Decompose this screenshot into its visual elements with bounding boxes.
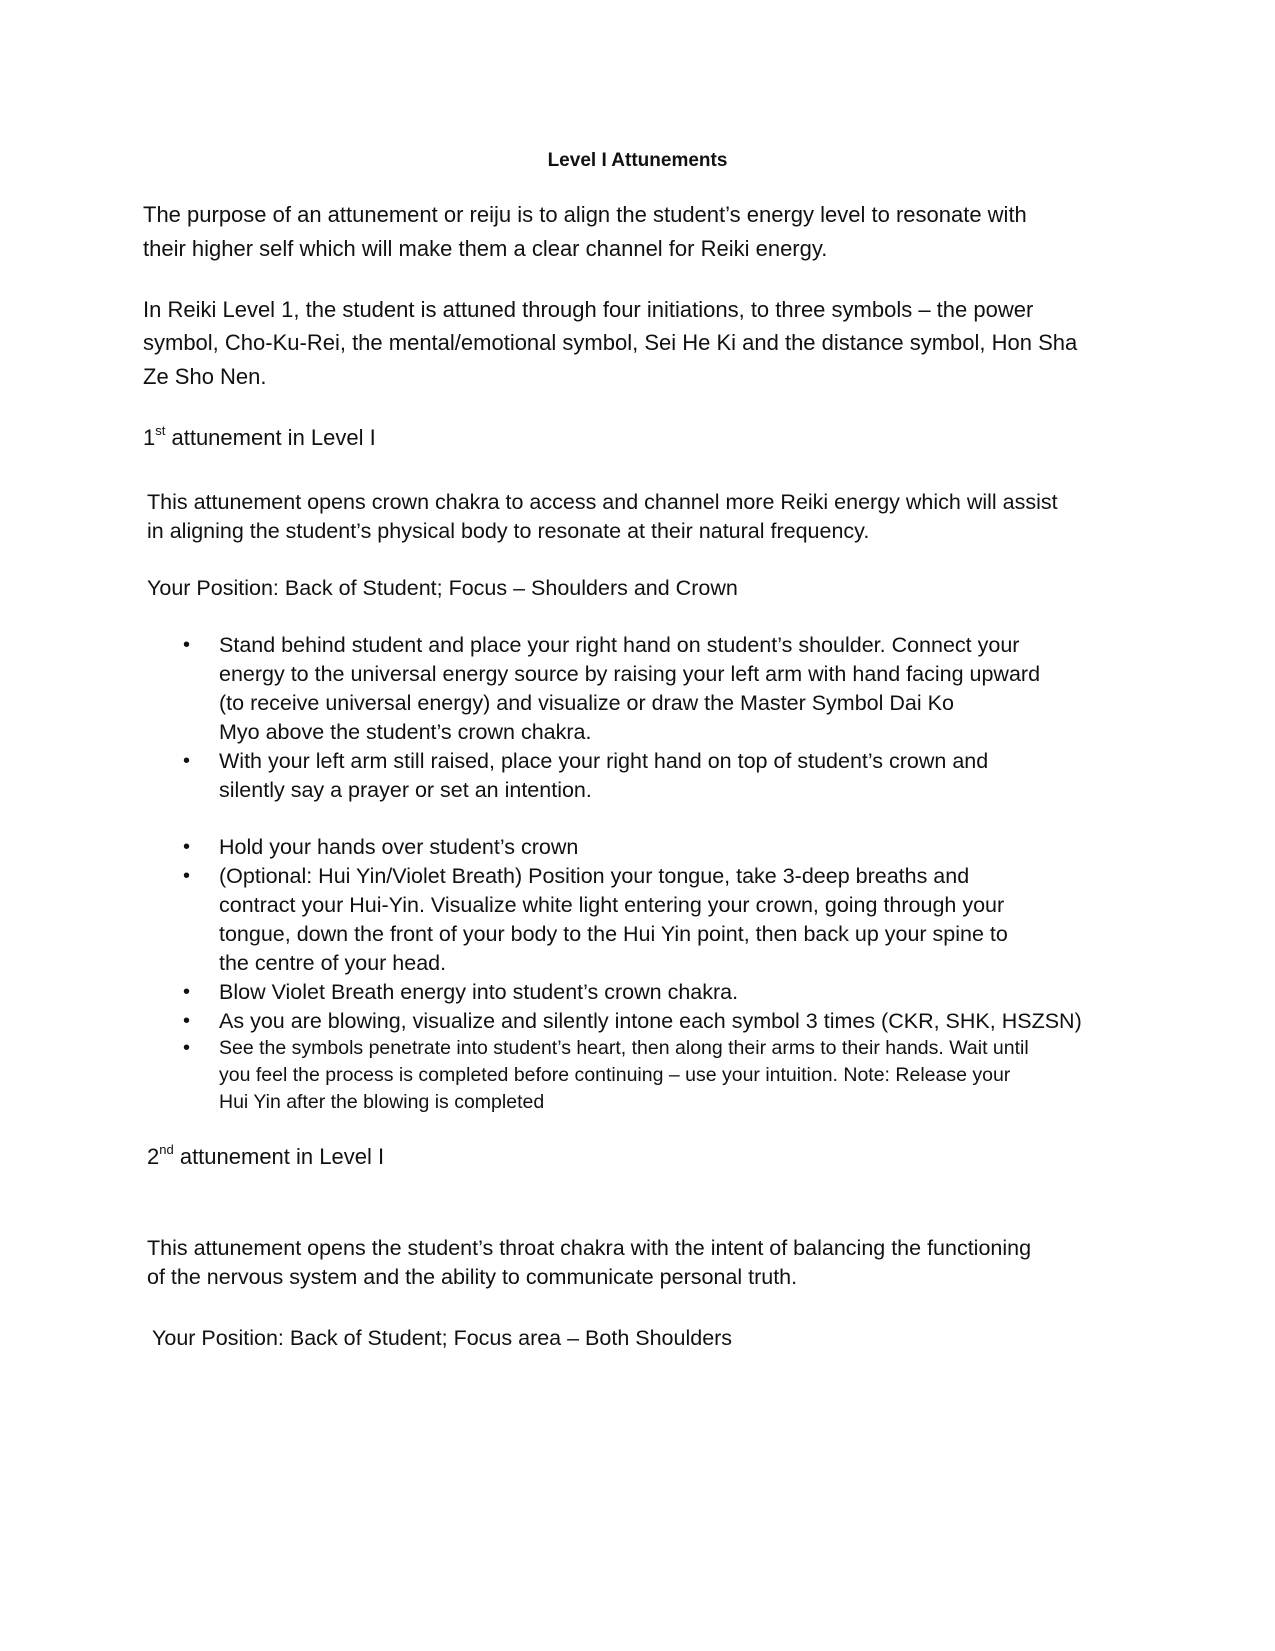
section-2-heading-sup: nd <box>159 1141 174 1157</box>
bullet-icon: • <box>183 750 191 772</box>
bullet-1-line-2: energy to the universal energy source by raising your left arm with hand facing upward <box>219 662 1041 686</box>
bullet-4-line-1: (Optional: Hui Yin/Violet Breath) Position your tongue, take 3-deep breaths and <box>219 864 970 888</box>
bullet-icon: • <box>183 1037 191 1059</box>
intro-paragraph-2-line-1: In Reiki Level 1, the student is attuned through four initiations, to three symbols – the power <box>143 297 1034 322</box>
list-item <box>183 630 1020 661</box>
intro-paragraph-1-line-1: The purpose of an attunement or reiju is to align the student’s energy level to resonate with <box>143 202 1027 227</box>
bullet-3-line-1: Hold your hands over student’s crown <box>219 835 579 859</box>
list-item <box>183 861 970 892</box>
section-2-position: Your Position: Back of Student; Focus area – Both Shoulders <box>152 1326 733 1350</box>
bullet-5-line-1: Blow Violet Breath energy into student’s crown chakra. <box>219 980 739 1004</box>
intro-paragraph-2-line-3: Ze Sho Nen. <box>143 364 267 389</box>
section-1-heading-text: attunement in Level I <box>165 425 376 450</box>
bullet-icon: • <box>183 865 191 887</box>
section-2-heading-num: 2 <box>147 1144 160 1169</box>
bullet-1-line-4: Myo above the student’s crown chakra. <box>219 720 592 744</box>
list-item <box>183 1006 1082 1037</box>
bullet-4-line-4: the centre of your head. <box>219 951 447 975</box>
bullet-1-line-3: (to receive universal energy) and visualize or draw the Master Symbol Dai Ko <box>219 691 954 715</box>
bullet-2-line-1: With your left arm still raised, place your right hand on top of student’s crown and <box>219 749 989 773</box>
list-item <box>183 832 579 863</box>
bullet-1-line-1: Stand behind student and place your right hand on student’s shoulder. Connect your <box>219 633 1020 657</box>
bullet-2-line-2: silently say a prayer or set an intention. <box>219 778 592 802</box>
section-2-desc-line-1: This attunement opens the student’s throat chakra with the intent of balancing the functioning <box>147 1236 1032 1260</box>
section-1-heading <box>143 421 376 455</box>
bullet-4-line-2: contract your Hui-Yin. Visualize white light entering your crown, going through your <box>219 893 1005 917</box>
page-title: Level I Attunements <box>547 150 728 171</box>
section-1-position: Your Position: Back of Student; Focus – Shoulders and Crown <box>147 576 738 600</box>
intro-paragraph-1-line-2: their higher self which will make them a clear channel for Reiki energy. <box>143 236 828 261</box>
list-item <box>183 746 989 777</box>
bullet-6-line-1: As you are blowing, visualize and silently intone each symbol 3 times (CKR, SHK, HSZSN) <box>219 1009 1082 1033</box>
list-item <box>183 977 739 1008</box>
bullet-7-line-1: See the symbols penetrate into student’s heart, then along their arms to their hands. Wait until <box>219 1037 1029 1059</box>
bullet-7-line-3: Hui Yin after the blowing is completed <box>219 1091 545 1113</box>
bullet-icon: • <box>183 1010 191 1032</box>
list-item <box>183 1035 1029 1062</box>
bullet-4-line-3: tongue, down the front of your body to the Hui Yin point, then back up your spine to <box>219 922 1008 946</box>
section-1-desc-line-1: This attunement opens crown chakra to access and channel more Reiki energy which will assist <box>147 490 1058 514</box>
bullet-icon: • <box>183 634 191 656</box>
section-2-heading-text: attunement in Level I <box>173 1144 385 1169</box>
section-1-heading-sup: st <box>155 422 166 438</box>
section-2-desc-line-2: of the nervous system and the ability to communicate personal truth. <box>147 1265 798 1289</box>
bullet-7-line-2: you feel the process is completed before continuing – use your intuition. Note: Release your <box>219 1064 1011 1086</box>
bullet-icon: • <box>183 981 191 1003</box>
section-1-heading-num: 1 <box>143 425 156 450</box>
bullet-icon: • <box>183 836 191 858</box>
intro-paragraph-2-line-2: symbol, Cho-Ku-Rei, the mental/emotional symbol, Sei He Ki and the distance symbol, Hon Sha <box>143 330 1078 355</box>
section-2-heading <box>147 1140 384 1174</box>
section-1-desc-line-2: in aligning the student’s physical body to resonate at their natural frequency. <box>147 519 870 543</box>
